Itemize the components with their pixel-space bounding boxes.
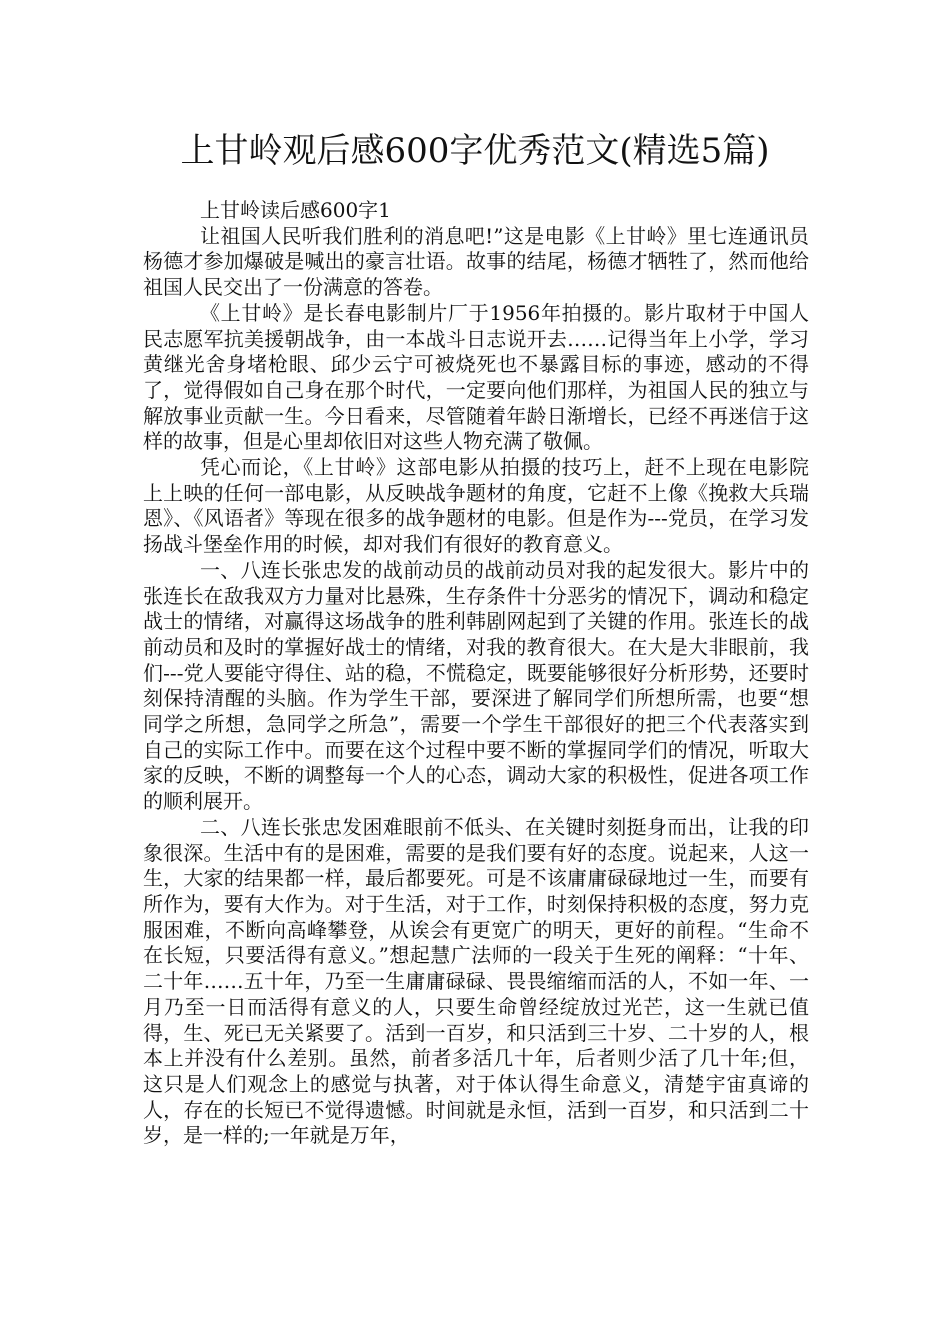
paragraph-4: 一、八连长张忠发的战前动员的战前动员对我的起发很大。影片中的张连长在敌我双方力量对比悬殊，生存条件十分恶劣的情况下，调动和稳定战士的情绪，对赢得这场战争的胜利韩剧网起到了关键的作用。张连长的战前动员和及时的掌握好战士的情绪，对我的教育很大。在大是大非眼前，我们---党人要能守得住、站的稳，不慌稳定，既要能够很好分析形势，还要时刻保持清醒的头脑。作为学生干部，要深进了解同学们所想所需，也要“想同学之所想，急同学之所急”，需要一个学生干部很好的把三个代表落实到自己的实际工作中。而要在这个过程中要不断的掌握同学们的情况，听取大家的反映，不断的调整每一个人的心态，调动大家的积极性，促进各项工作的顺利展开。: [143, 557, 809, 814]
paragraph-3: 凭心而论，《上甘岭》这部电影从拍摄的技巧上，赶不上现在电影院上上映的任何一部电影，从反映战争题材的角度，它赶不上像《挽救大兵瑞恩》、《风语者》等现在很多的战争题材的电影。但是作为---党员，在学习发扬战斗堡垒作用的时候，却对我们有很好的教育意义。: [143, 455, 809, 557]
paragraph-2: 《上甘岭》是长春电影制片厂于1956年拍摄的。影片取材于中国人民志愿军抗美援朝战争，由一本战斗日志说开去……记得当年上小学，学习黄继光舍身堵枪眼、邱少云宁可被烧死也不暴露目标的事迹，感动的不得了，觉得假如自己身在那个时代，一定要向他们那样，为祖国人民的独立与解放事业贡献一生。今日看来，尽管随着年龄日渐增长，已经不再迷信于这样的故事，但是心里却依旧对这些人物充满了敬佩。: [143, 300, 809, 454]
document-body: [143, 198, 809, 1149]
paragraph-5: 二、八连长张忠发困难眼前不低头、在关键时刻挺身而出，让我的印象很深。生活中有的是困难，需要的是我们要有好的态度。说起来，人这一生，大家的结果都一样，最后都要死。可是不该庸庸碌碌地过一生，而要有所作为，要有大作为。对于生活，对于工作，时刻保持积极的态度，努力克服困难，不断向高峰攀登，从诶会有更宽广的明天，更好的前程。“生命不在长短，只要活得有意义。”想起慧广法师的一段关于生死的阐释：“十年、二十年……五十年，乃至一生庸庸碌碌、畏畏缩缩而活的人，不如一年、一月乃至一日而活得有意义的人，只要生命曾经绽放过光芒，这一生就已值得，生、死已无关紧要了。活到一百岁，和只活到三十岁、二十岁的人，根本上并没有什么差别。虽然，前者多活几十年，后者则少活了几十年;但，这只是人们观念上的感觉与执著，对于体认得生命意义，清楚宇宙真谛的人，存在的长短已不觉得遗憾。时间就是永恒，活到一百岁，和只活到二十岁，是一样的;一年就是万年，: [143, 814, 809, 1148]
document-title: 上甘岭观后感600字优秀范文(精选5篇): [180, 131, 770, 171]
section-subheading: 上甘岭读后感600字1: [200, 198, 391, 222]
paragraph-1: 让祖国人民听我们胜利的消息吧!”这是电影《上甘岭》里七连通讯员杨德才参加爆破是喊出的豪言壮语。故事的结尾，杨德才牺牲了，然而他给祖国人民交出了一份满意的答卷。: [143, 223, 809, 300]
